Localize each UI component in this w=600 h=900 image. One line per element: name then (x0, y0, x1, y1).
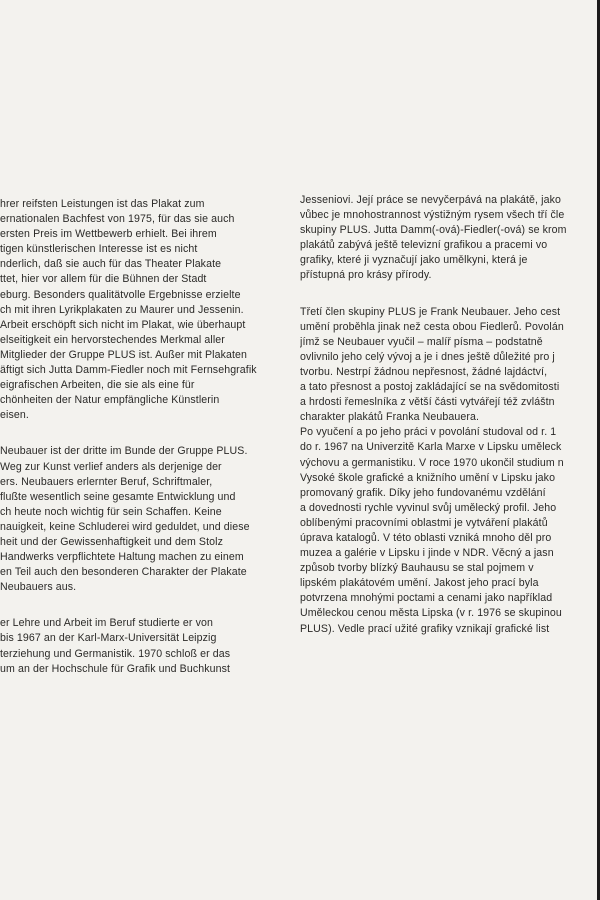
text-line: tigen künstlerischen Interesse ist es nicht (0, 243, 198, 256)
text-line: er Lehre und Arbeit im Beruf studierte er von (0, 617, 213, 630)
text-line: ttet, hier vor allem für die Bühnen der Stadt (0, 273, 207, 286)
left-paragraph-1 (0, 197, 289, 423)
text-line: přístupná pro krásy přírody. (300, 269, 432, 282)
text-line: chönheiten der Natur empfängliche Künstlerin (0, 394, 220, 407)
text-line: charakter plakátů Franka Neubauera. (300, 411, 479, 424)
text-line: eburg. Besonders qualitätvolle Ergebnisse erzielte (0, 288, 241, 301)
right-column-czech (300, 193, 600, 637)
text-line: do r. 1967 na Univerzitě Karla Marxe v Lipsku uměleck (300, 441, 562, 454)
text-line: lipském plakátovém umění. Jakost jeho prací byla (300, 577, 539, 590)
right-paragraph-1 (300, 193, 600, 284)
left-paragraph-3 (0, 616, 289, 676)
text-line: PLUS). Vedle prací užité grafiky vznikají grafické list (300, 622, 550, 635)
text-line: tvorbu. Nestrpí žádnou nepřesnost, žádné lajdáctví, (300, 365, 548, 378)
text-line: a hrdosti řemeslníka z větší části vytvářejí též zvláštn (300, 396, 555, 409)
text-line: muzea a galérie v Lipsku i jinde v NDR. Věcný a jasn (300, 547, 554, 560)
text-line: heit und der Gewissenhaftigkeit und dem Stolz (0, 535, 223, 548)
text-line: terziehung und Germanistik. 1970 schloß er das (0, 647, 231, 660)
text-line: Vysoké škole grafické a knižního umění v Lipsku jako (300, 471, 556, 484)
text-line: ernationalen Bachfest von 1975, für das sie auch (0, 213, 235, 226)
text-line: umění proběhla jinak než cesta obou Fiedlerů. Povolán (300, 320, 564, 333)
text-line: Uměleckou cenou města Lipska (v r. 1976 se skupinou (300, 607, 562, 620)
text-line: ovlivnilo jeho celý vývoj a je i dnes ještě důležité pro j (300, 350, 555, 363)
right-paragraph-2 (300, 305, 600, 637)
text-line: vůbec je mnohostrannost výstižným rysem všech tří čle (300, 209, 565, 222)
text-line: Neubauers aus. (0, 581, 77, 594)
text-line: grafiky, které ji vyznačují jako umělkyni, která je (300, 254, 528, 267)
text-line: Arbeit erschöpft sich nicht im Plakat, wie überhaupt (0, 318, 246, 331)
text-line: Po vyučení a po jeho práci v povolání studoval od r. 1 (300, 426, 557, 439)
text-line: skupiny PLUS. Jutta Damm(-ová)-Fiedler(-ová) se krom (300, 224, 567, 237)
text-line: jímž se Neubauer vyučil – malíř písma – podstatně (300, 335, 543, 348)
left-paragraph-2 (0, 444, 289, 595)
text-line: ch mit ihren Lyrikplakaten zu Maurer und Jessenin. (0, 303, 244, 316)
text-line: úprava katalogů. V této oblasti vzniká mnoho děl pro (300, 531, 552, 544)
text-line: bis 1967 an der Karl-Marx-Universität Leipzig (0, 632, 217, 645)
left-column-german (0, 197, 289, 677)
text-line: äftigt sich Jutta Damm-Fiedler noch mit Fernsehgrafik (0, 364, 257, 377)
text-line: Jesseniovi. Její práce se nevyčerpává na plakátě, jako (300, 194, 561, 206)
text-line: eigrafischen Arbeiten, die sie als eine für (0, 379, 195, 392)
text-line: ersten Preis im Wettbewerb erhielt. Bei ihrem (0, 228, 217, 241)
text-line: promovaný grafik. Díky jeho fundovanému vzdělání (300, 486, 546, 499)
text-line: hrer reifsten Leistungen ist das Plakat zum (0, 198, 205, 210)
text-line: Weg zur Kunst verlief anders als derjenige der (0, 460, 222, 473)
paragraph-gap (0, 595, 289, 616)
text-line: nauigkeit, keine Schluderei wird geduldet, und diese (0, 520, 250, 533)
text-line: a tato přesnost a postoj zakládající se na svědomitosti (300, 381, 560, 394)
text-line: ch heute noch wichtig für sein Schaffen. Keine (0, 505, 222, 518)
text-line: plakátů zabývá ještě televizní grafikou a pracemi vo (300, 239, 548, 252)
text-line: a dovednosti rychle vyvinul svůj umělecký profil. Jeho (300, 501, 557, 514)
text-line: Handwerks verpflichtete Haltung machen zu einem (0, 551, 244, 564)
text-line: oblíbenými pracovními oblastmi je vytváření plakátů (300, 516, 548, 529)
text-line: ers. Neubauers erlernter Beruf, Schriftmaler, (0, 475, 213, 488)
paragraph-gap (0, 423, 289, 444)
text-line: nderlich, daß sie auch für das Theater Plakate (0, 258, 222, 271)
text-line: způsob tvorby blízký Bauhausu se stal pojmem v (300, 562, 534, 575)
text-line: flußte wesentlich seine gesamte Entwicklung und (0, 490, 236, 503)
text-line: eisen. (0, 409, 29, 422)
text-line: potvrzena mnohými poctami a cenami jako například (300, 592, 553, 605)
text-line: výchovu a germanistiku. V roce 1970 ukončil studium n (300, 456, 564, 469)
text-line: en Teil auch den besonderen Charakter der Plakate (0, 566, 247, 579)
text-line: elseitigkeit ein hervorstechendes Merkmal aller (0, 333, 225, 346)
paragraph-gap (300, 284, 600, 305)
text-line: um an der Hochschule für Grafik und Buchkunst (0, 662, 231, 675)
text-line: Třetí člen skupiny PLUS je Frank Neubauer. Jeho cest (300, 305, 561, 318)
text-line: Mitglieder der Gruppe PLUS ist. Außer mit Plakaten (0, 348, 247, 361)
text-line: Neubauer ist der dritte im Bunde der Gruppe PLUS. (0, 445, 248, 458)
